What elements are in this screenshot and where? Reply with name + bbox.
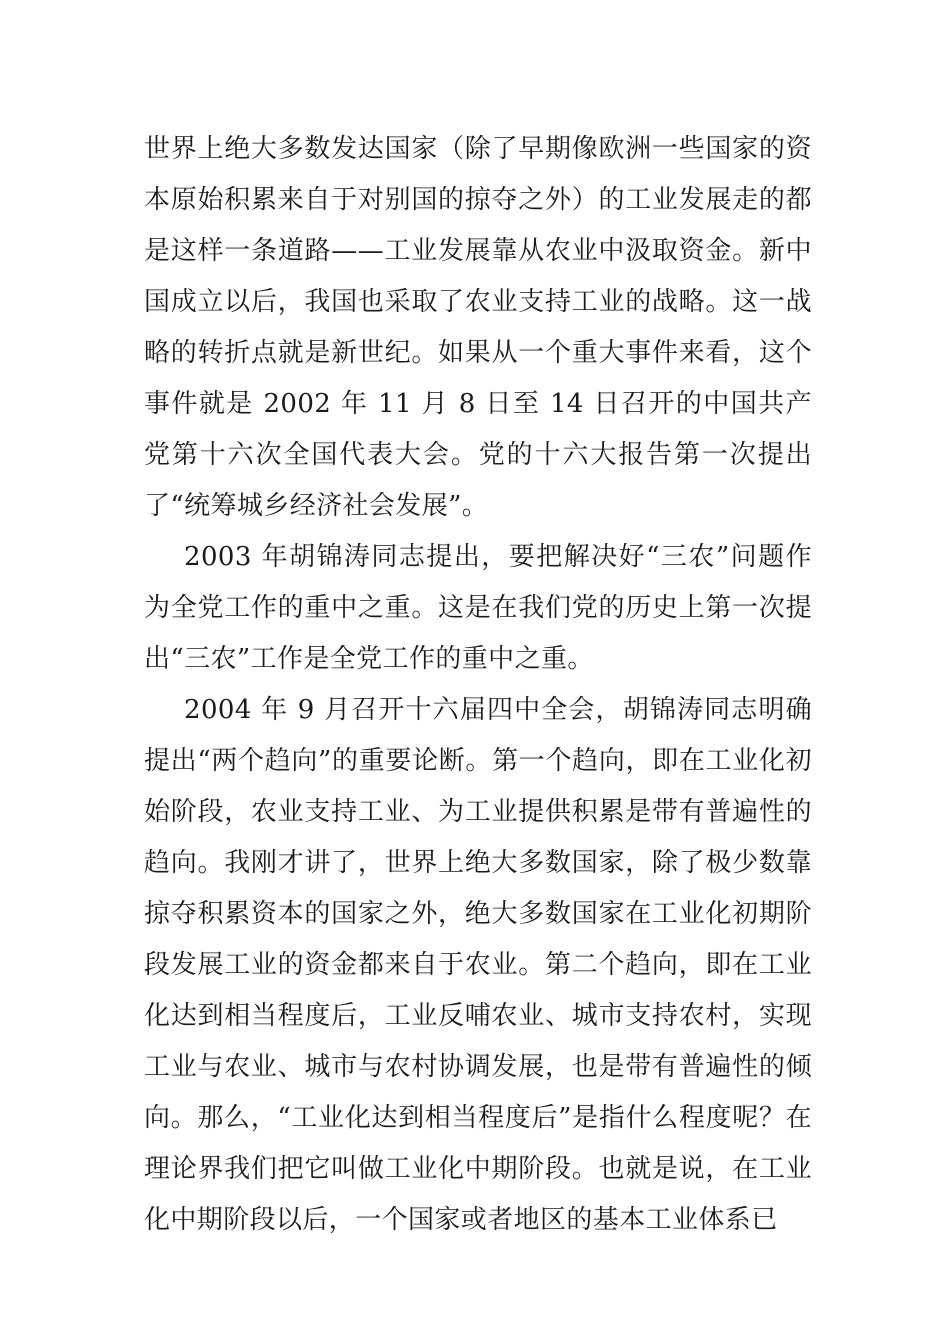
document-body — [144, 124, 812, 1246]
paragraph-2: 2003 年胡锦涛同志提出，要把解决好“三农”问题作为全党工作的重中之重。这是在我们党的历史上第一次提出“三农”工作是全党工作的重中之重。 — [144, 542, 812, 674]
paragraph-1: 世界上绝大多数发达国家（除了早期像欧洲一些国家的资本原始积累来自于对别国的掠夺之外）的工业发展走的都是这样一条道路——工业发展靠从农业中汲取资金。新中国成立以后，我国也采取了农业支持工业的战略。这一战略的转折点就是新世纪。如果从一个重大事件来看，这个事件就是 2002 年 11 月 8 日至 14 日召开的中国共产党第十六次全国代表大会。党的十六大报告第一次提出了“统筹城乡经济社会发展”。 — [144, 134, 812, 521]
paragraph-3: 2004 年 9 月召开十六届四中全会，胡锦涛同志明确提出“两个趋向”的重要论断。第一个趋向，即在工业化初始阶段，农业支持工业、为工业提供积累是带有普遍性的趋向。我刚才讲了，世界上绝大多数国家，除了极少数靠掠夺积累资本的国家之外，绝大多数国家在工业化初期阶段发展工业的资金都来自于农业。第二个趋向，即在工业化达到相当程度后，工业反哺农业、城市支持农村，实现工业与农业、城市与农村协调发展，也是带有普遍性的倾向。那么，“工业化达到相当程度后”是指什么程度呢？在理论界我们把它叫做工业化中期阶段。也就是说，在工业化中期阶段以后，一个国家或者地区的基本工业体系已 — [144, 695, 812, 1235]
